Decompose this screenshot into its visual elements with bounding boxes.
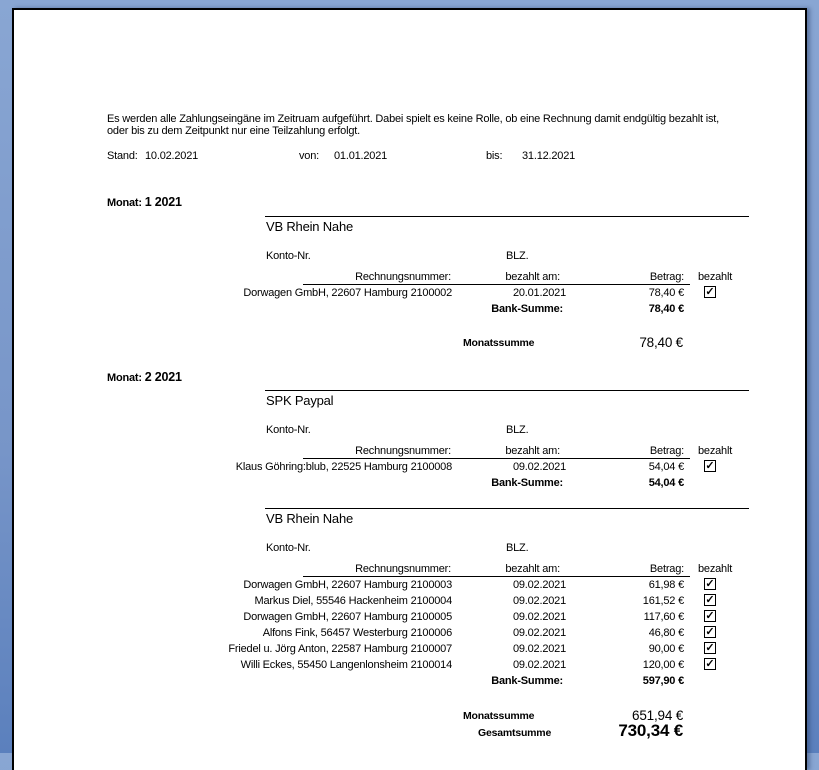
konto-label: Konto-Nr.	[266, 542, 311, 554]
checkmark-icon: ✓	[705, 658, 715, 670]
paid-checkbox[interactable]	[704, 610, 716, 622]
header-rule	[303, 576, 690, 577]
row-amount: 78,40 €	[648, 287, 684, 299]
row-date: 09.02.2021	[512, 627, 566, 639]
month-sum-label: Monatssumme	[463, 337, 535, 349]
col-header-bezahlt: bezahlt	[698, 445, 733, 457]
col-header-rechnung: Rechnungsnummer:	[355, 445, 451, 457]
row-date: 09.02.2021	[512, 461, 566, 473]
checkmark-icon: ✓	[705, 642, 715, 654]
row-amount: 46,80 €	[648, 627, 684, 639]
bank-name: VB Rhein Nahe	[266, 219, 354, 234]
header-rule	[303, 458, 690, 459]
row-customer-invoice: Dorwagen GmbH, 22607 Hamburg 2100005	[243, 611, 452, 623]
bank-sum-value: 597,90 €	[642, 675, 684, 687]
paid-checkbox[interactable]	[704, 658, 716, 670]
col-header-bezahlt-am: bezahlt am:	[505, 271, 560, 283]
row-date: 20.01.2021	[512, 287, 566, 299]
month-label: Monat:	[107, 372, 145, 384]
paid-checkbox[interactable]	[704, 578, 716, 590]
col-header-bezahlt: bezahlt	[698, 271, 733, 283]
col-header-bezahlt-am: bezahlt am:	[505, 563, 560, 575]
month-sum-value: 651,94 €	[632, 708, 683, 723]
blz-label: BLZ.	[506, 250, 529, 262]
paid-checkbox[interactable]	[704, 626, 716, 638]
bank-sum-value: 54,04 €	[648, 477, 684, 489]
col-header-betrag: Betrag:	[649, 271, 684, 283]
bank-name: VB Rhein Nahe	[266, 511, 354, 526]
month-heading	[107, 196, 182, 210]
grand-total-value: 730,34 €	[618, 721, 683, 740]
row-amount: 61,98 €	[648, 579, 684, 591]
row-amount: 54,04 €	[648, 461, 684, 473]
report-page	[12, 8, 807, 770]
checkmark-icon: ✓	[705, 460, 715, 472]
row-date: 09.02.2021	[512, 611, 566, 623]
col-header-rechnung: Rechnungsnummer:	[355, 563, 451, 575]
bank-name: SPK Paypal	[266, 393, 334, 408]
row-customer-invoice: Friedel u. Jörg Anton, 22587 Hamburg 2100007	[228, 643, 452, 655]
bis-label: bis:	[486, 150, 503, 162]
month-sum-value: 78,40 €	[639, 335, 683, 350]
grand-total-label: Gesamtsumme	[478, 727, 552, 739]
von-label: von:	[299, 150, 319, 162]
row-customer-invoice: Dorwagen GmbH, 22607 Hamburg 2100003	[243, 579, 452, 591]
month-heading	[107, 371, 182, 385]
bank-sum-label: Bank-Summe:	[491, 477, 563, 489]
col-header-betrag: Betrag:	[649, 563, 684, 575]
von-value: 01.01.2021	[334, 150, 388, 162]
row-amount: 117,60 €	[643, 611, 684, 623]
checkmark-icon: ✓	[705, 594, 715, 606]
col-header-bezahlt-am: bezahlt am:	[505, 445, 560, 457]
month-sum-label: Monatssumme	[463, 710, 535, 722]
stand-label: Stand:	[107, 150, 138, 162]
row-customer-invoice: Markus Diel, 55546 Hackenheim 2100004	[254, 595, 452, 607]
row-customer-invoice: Klaus Göhring:blub, 22525 Hamburg 2100008	[235, 461, 452, 473]
checkmark-icon: ✓	[705, 578, 715, 590]
row-amount: 90,00 €	[648, 643, 684, 655]
row-customer-invoice: Willi Eckes, 55450 Langenlonsheim 2100014	[240, 659, 452, 671]
month-value: 1 2021	[144, 195, 182, 209]
row-amount: 120,00 €	[642, 659, 684, 671]
row-amount: 161,52 €	[642, 595, 684, 607]
bank-separator	[265, 508, 749, 509]
bank-separator	[265, 390, 749, 391]
paid-checkbox[interactable]	[704, 594, 716, 606]
paid-checkbox[interactable]	[704, 286, 716, 298]
bank-separator	[265, 216, 749, 217]
row-date: 09.02.2021	[512, 659, 566, 671]
month-label: Monat:	[107, 197, 145, 209]
checkmark-icon: ✓	[705, 286, 715, 298]
blz-label: BLZ.	[506, 424, 529, 436]
col-header-bezahlt: bezahlt	[698, 563, 733, 575]
stand-value: 10.02.2021	[145, 150, 199, 162]
row-customer-invoice: Alfons Fink, 56457 Westerburg 2100006	[262, 627, 452, 639]
row-date: 09.02.2021	[512, 595, 566, 607]
konto-label: Konto-Nr.	[266, 250, 311, 262]
header-rule	[303, 284, 690, 285]
bis-value: 31.12.2021	[522, 150, 576, 162]
row-date: 09.02.2021	[512, 579, 566, 591]
paid-checkbox[interactable]	[704, 460, 716, 472]
row-customer-invoice: Dorwagen GmbH, 22607 Hamburg 2100002	[243, 287, 452, 299]
intro-text-line1: Es werden alle Zahlungseingäne im Zeitruam aufgeführt. Dabei spielt es keine Rolle, ob eine Rechnung damit endgültig bezahlt ist,	[107, 113, 719, 125]
month-value: 2 2021	[144, 370, 182, 384]
blz-label: BLZ.	[506, 542, 529, 554]
checkmark-icon: ✓	[705, 610, 715, 622]
bank-sum-label: Bank-Summe:	[491, 303, 563, 315]
col-header-betrag: Betrag:	[649, 445, 684, 457]
checkmark-icon: ✓	[705, 626, 715, 638]
bank-sum-value: 78,40 €	[648, 303, 684, 315]
paid-checkbox[interactable]	[704, 642, 716, 654]
intro-text-line2: oder bis zu dem Zeitpunkt nur eine Teilzahlung erfolgt.	[107, 125, 360, 137]
row-date: 09.02.2021	[512, 643, 566, 655]
col-header-rechnung: Rechnungsnummer:	[355, 271, 451, 283]
bank-sum-label: Bank-Summe:	[491, 675, 563, 687]
konto-label: Konto-Nr.	[266, 424, 311, 436]
